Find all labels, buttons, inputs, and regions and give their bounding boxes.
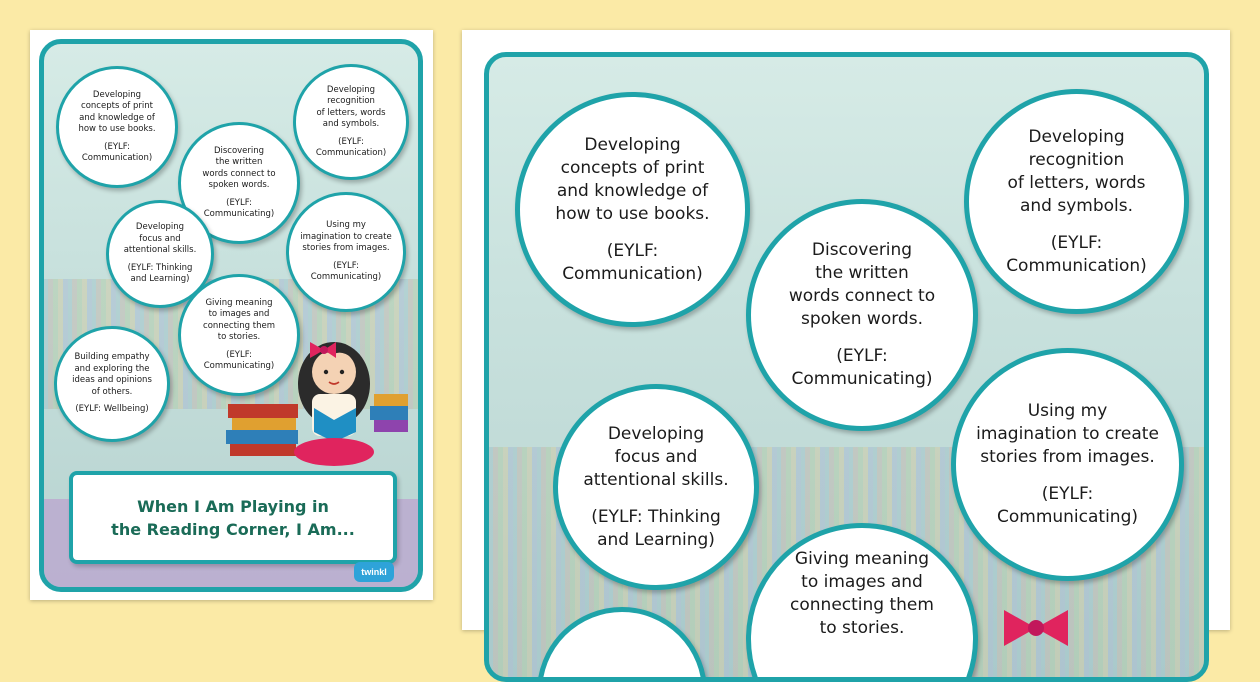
bubble-eylf: (EYLF: Thinking and Learning) — [591, 506, 721, 550]
bubble-eylf: (EYLF: Communicating) — [203, 197, 275, 219]
poster-title-box — [69, 471, 397, 564]
bubble-eylf: (EYLF: Wellbeing) — [75, 404, 149, 415]
twinkl-logo-text: twinkl — [361, 567, 387, 577]
poster-title: When I Am Playing in the Reading Corner, I Am... — [111, 496, 355, 539]
girl-reading-illustration — [224, 324, 414, 474]
bubble-eylf: (EYLF: Communicating) — [310, 260, 382, 283]
bubble-text: Developing recognition of letters, words and symbols. — [316, 84, 386, 129]
bubble-imagination — [951, 348, 1184, 581]
bubble-recognition-letters — [293, 64, 409, 180]
zoomed-poster — [484, 52, 1209, 682]
bubble-eylf: (EYLF: Communication) — [81, 141, 153, 163]
bubble-focus-attention — [553, 384, 759, 590]
bubble-recognition-letters — [964, 89, 1189, 314]
bubble-imagination — [286, 192, 406, 312]
bubble-written-words — [746, 199, 978, 431]
bubble-text: Developing recognition of letters, words and symbols. — [1007, 126, 1146, 216]
bubble-text: Developing focus and attentional skills. — [123, 222, 197, 256]
bubble-text: Developing concepts of print and knowledge of how to use books. — [78, 89, 156, 134]
thumbnail-sheet — [30, 30, 433, 600]
bubble-eylf: (EYLF: Communication) — [1006, 232, 1147, 276]
bubble-eylf: (EYLF: Communication) — [562, 240, 703, 284]
bubble-eylf: (EYLF: Thinking and Learning) — [127, 262, 193, 285]
bubble-eylf: (EYLF: Communicating) — [996, 484, 1138, 527]
thumbnail-poster — [39, 39, 423, 592]
bubble-concepts-of-print — [56, 66, 178, 188]
bubble-text: Discovering the written words connect to spoken words. — [788, 240, 936, 329]
bubble-text: Developing concepts of print and knowledge of how to use books. — [555, 134, 710, 224]
bubble-empathy — [54, 326, 170, 442]
bubble-text: Using my imagination to create stories from images. — [976, 401, 1159, 467]
girl-bow-illustration — [994, 602, 1084, 662]
bubble-text: Giving meaning to images and connecting them to stories. — [203, 297, 275, 342]
bubble-text: Developing focus and attentional skills. — [583, 423, 729, 490]
bubble-text: Discovering the written words connect to spoken words. — [202, 145, 276, 190]
twinkl-logo — [354, 562, 394, 582]
bubble-text: Building empathy and exploring the ideas and opinions of others. — [72, 352, 152, 397]
bubble-eylf: (EYLF: Communication) — [315, 136, 387, 158]
bubble-concepts-of-print — [515, 92, 750, 327]
zoomed-sheet — [462, 30, 1230, 638]
bubble-eylf: (EYLF: Communicating) — [791, 346, 933, 389]
bubble-eylf: (EYLF: Communicating) — [203, 349, 275, 371]
bubble-text: Giving meaning to images and connecting them to stories. — [790, 549, 934, 638]
bubble-text: Using my imagination to create stories from images. — [300, 220, 392, 254]
